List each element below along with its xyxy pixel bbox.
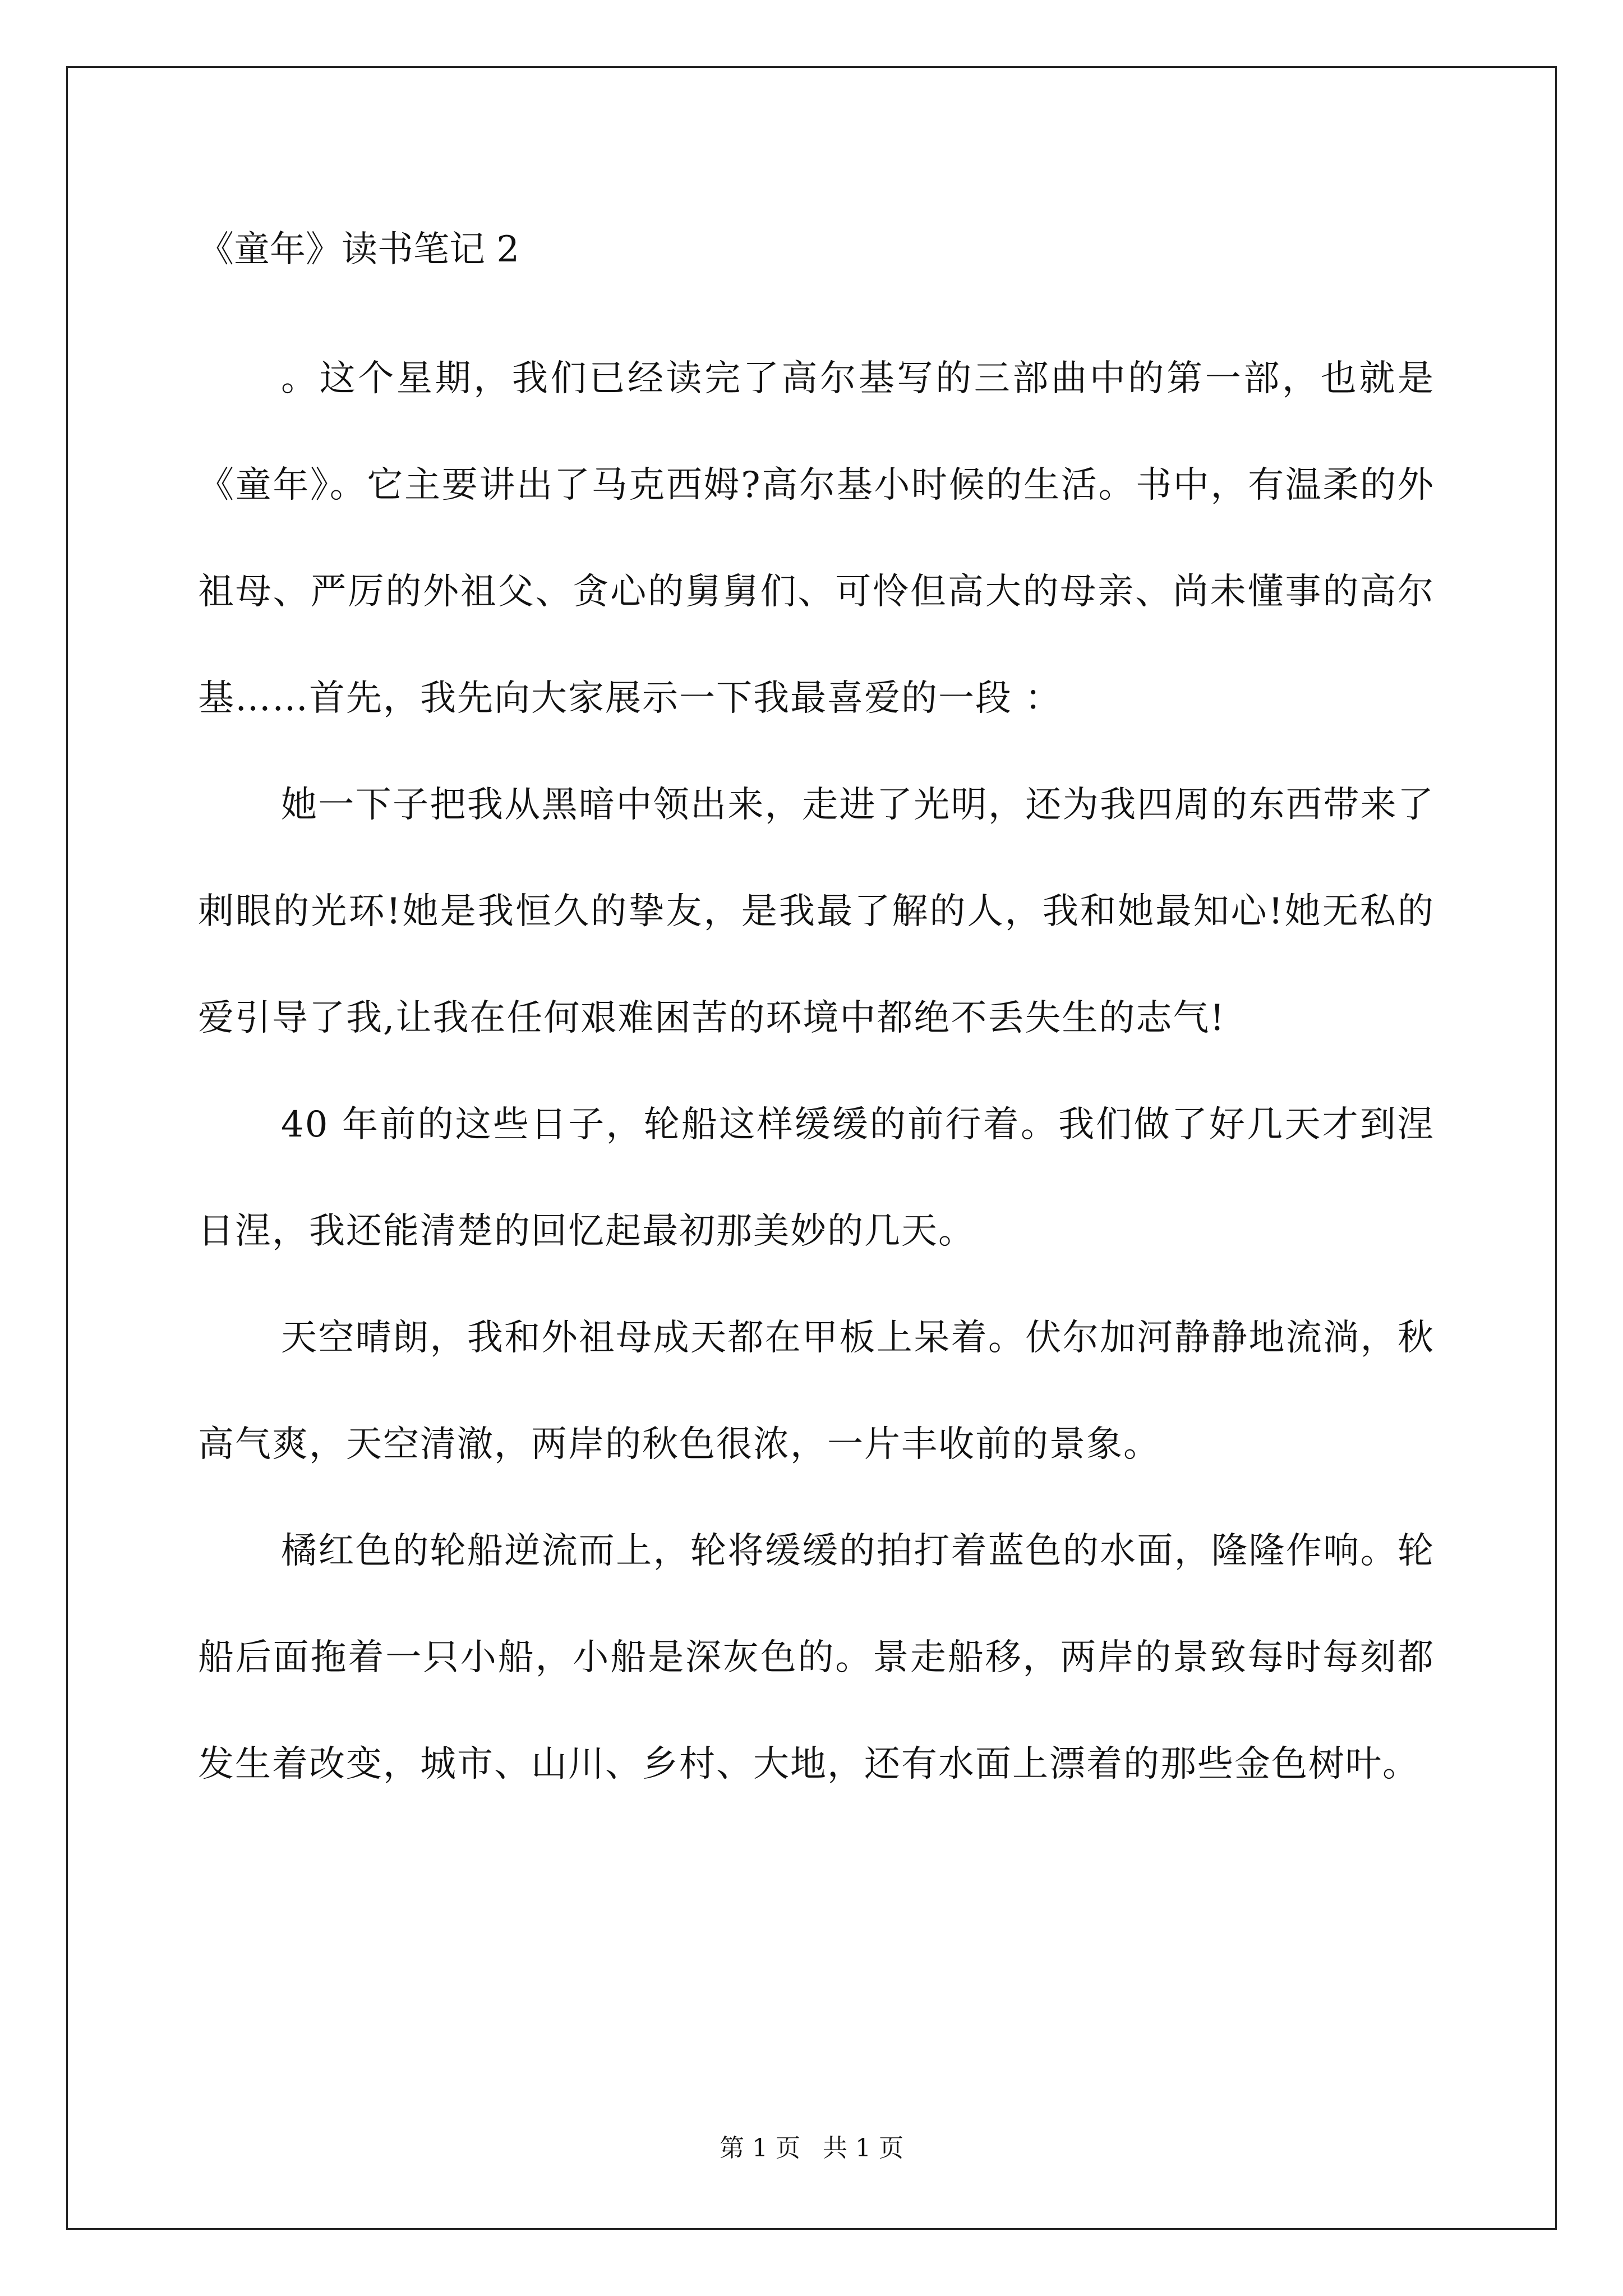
paragraph-4: 天空晴朗，我和外祖母成天都在甲板上呆着。伏尔加河静静地流淌，秋高气爽，天空清澈，两岸的秋色很浓，一片丰收前的景象。	[198, 1317, 1435, 1465]
page-footer	[0, 2132, 1623, 2165]
document-title: 《童年》读书笔记 2	[198, 229, 520, 270]
paragraph-1: 。这个星期，我们已经读完了高尔基写的三部曲中的第一部，也就是《童年》。它主要讲出了马克西姆?高尔基小时候的生活。书中，有温柔的外祖母、严厉的外祖父、贪心的舅舅们、可怜但高大的母亲、尚未懂事的高尔基……首先，我先向大家展示一下我最喜爱的一段 ：	[198, 358, 1435, 719]
paragraph-3: 40 年前的这些日子，轮船这样缓缓的前行着。我们做了好几天才到涅日涅，我还能清楚的回忆起最初那美妙的几天。	[198, 1104, 1435, 1252]
paragraph-2: 她一下子把我从黑暗中领出来，走进了光明，还为我四周的东西带来了刺眼的光环!她是我恒久的挚友，是我最了解的人，我和她最知心!她无私的爱引导了我,让我在任何艰难困苦的环境中都绝不丢失生的志气!	[198, 784, 1435, 1039]
paragraph-5: 橘红色的轮船逆流而上，轮将缓缓的拍打着蓝色的水面，隆隆作响。轮船后面拖着一只小船，小船是深灰色的。景走船移，两岸的景致每时每刻都发生着改变，城市、山川、乡村、大地，还有水面上漂着的那些金色树叶。	[198, 1530, 1435, 1785]
document-body	[198, 222, 1435, 1818]
page-total: 共 1 页	[823, 2134, 903, 2162]
page-number: 第 1 页	[720, 2134, 800, 2162]
